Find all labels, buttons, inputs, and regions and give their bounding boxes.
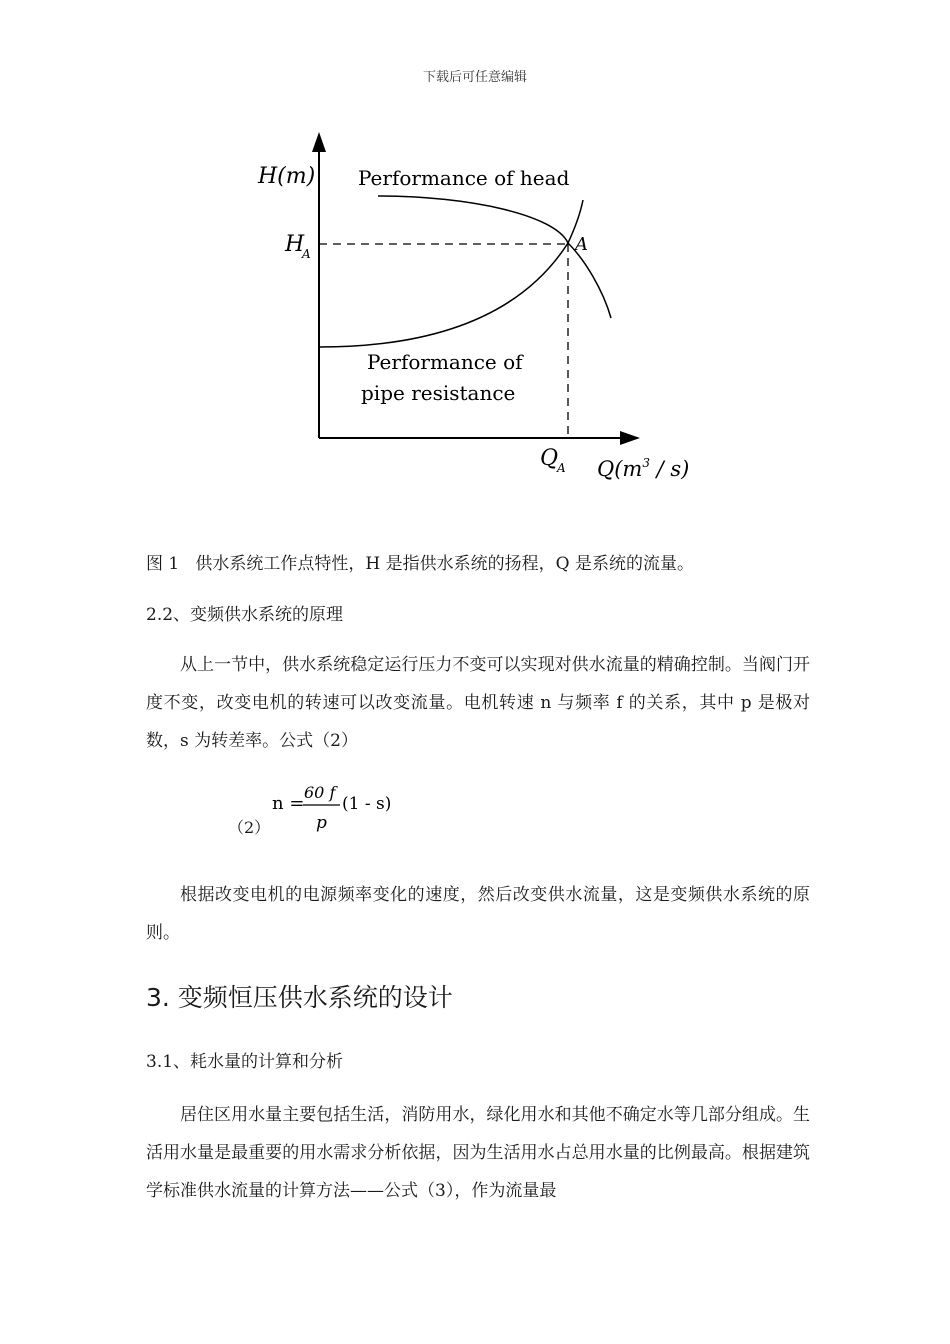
y-axis-label: H(m) xyxy=(258,164,316,189)
page-header: 下载后可任意编辑 xyxy=(422,70,527,85)
head-curve-label: Performance of head xyxy=(358,166,570,190)
pipe-curve-label-2: pipe resistance xyxy=(361,381,516,405)
ha-subscript: A xyxy=(302,247,311,261)
ha-label: H xyxy=(285,232,305,257)
equation-factor: (1 - s) xyxy=(342,794,392,814)
paragraph-2: 根据改变电机的电源频率变化的速度，然后改变供水流量，这是变频供水系统的原则。 xyxy=(146,885,810,943)
y-axis-arrow xyxy=(312,132,326,152)
qa-subscript: A xyxy=(557,461,566,475)
equation-2 xyxy=(272,780,412,840)
qa-label: Q xyxy=(540,446,559,471)
performance-diagram xyxy=(0,0,950,520)
section-heading-3: 3. 变频恒压供水系统的设计 xyxy=(146,983,453,1012)
paragraph-1: 从上一节中，供水系统稳定运行压力不变可以实现对供水流量的精确控制。当阀门开度不变，改变电机的转速可以改变流量。电机转速 n 与频率 f 的关系，其中 p 是极对数，s 为转差率。公式（2） xyxy=(146,655,810,751)
x-axis-label: $Q(m^3 / s)$ xyxy=(597,456,690,481)
equation-denominator: p xyxy=(316,813,327,833)
point-a-label: A xyxy=(575,234,588,255)
head-curve xyxy=(378,196,611,318)
equation-lhs: n = xyxy=(272,793,305,814)
pipe-curve-label-1: Performance of xyxy=(367,350,523,374)
section-heading-3-1: 3.1、耗水量的计算和分析 xyxy=(146,1052,344,1072)
x-axis-arrow xyxy=(620,431,640,445)
paragraph-3: 居住区用水量主要包括生活，消防用水，绿化用水和其他不确定水等几部分组成。生活用水量是最重要的用水需求分析依据，因为生活用水占总用水量的比例最高。根据建筑学标准供水流量的计算方法——公式（3），作为流量最 xyxy=(146,1105,810,1201)
section-heading-2-2: 2.2、变频供水系统的原理 xyxy=(146,605,344,625)
figure-caption: 图 1 供水系统工作点特性，H 是指供水系统的扬程，Q 是系统的流量。 xyxy=(146,554,694,574)
equation-number: （2） xyxy=(228,818,271,837)
equation-numerator: 60 f xyxy=(304,783,336,802)
